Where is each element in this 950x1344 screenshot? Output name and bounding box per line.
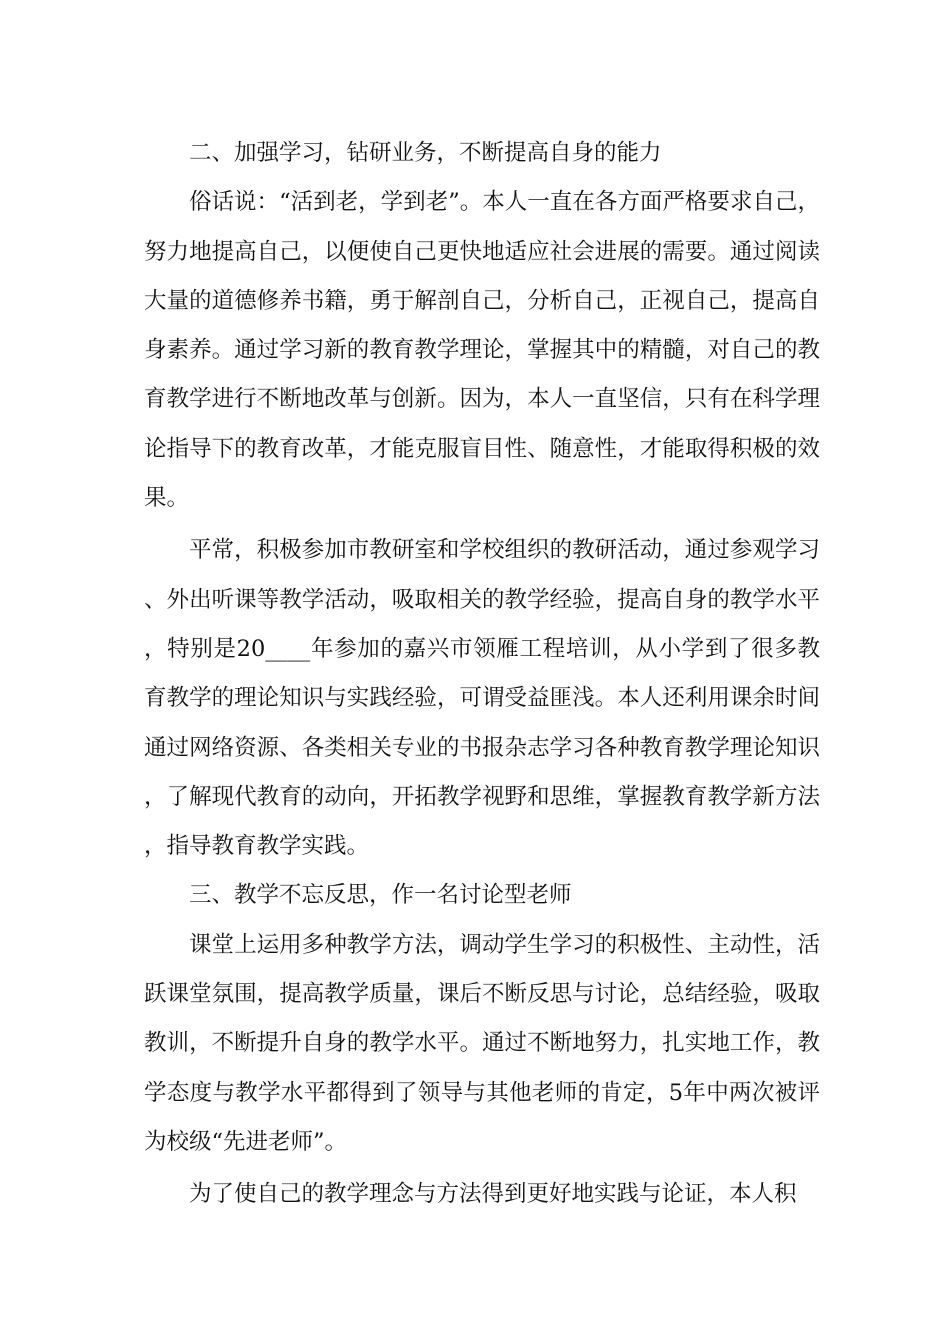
section-heading-2: 二、加强学习，钻研业务，不断提高自身的能力 (189, 140, 662, 166)
paragraph-practice: 为了使自己的教学理念与方法得到更好地实践与论证，本人积 (189, 1181, 797, 1208)
paragraph-research-activities: 平常，积极参加市教研室和学校组织的教研活动，通过参观学习、外出听课等教学活动，吸取相关的教学经验，提高自身的教学水平，特别是20____年参加的嘉兴市领雁工程培训，从小学到了很多教育教学的理论知识与实践经验，可谓受益匪浅。本人还利用课余时间通过网络资源、各类相关专业的书报杂志学习各种教育教学理论知识，了解现代教育的动向，开拓教学视野和思维，掌握教育教学新方法，指导教育教学实践。 (144, 537, 820, 860)
paragraph-study: 俗话说：“活到老，学到老”。本人一直在各方面严格要求自己，努力地提高自己，以便使自己更快地适应社会进展的需要。通过阅读大量的道德修养书籍，勇于解剖自己，分析自己，正视自己，提高自身素养。通过学习新的教育教学理论，掌握其中的精髓，对自己的教育教学进行不断地改革与创新。因为，本人一直坚信，只有在科学理论指导下的教育改革，才能克服盲目性、随意性，才能取得积极的效果。 (144, 189, 820, 512)
section-heading-3: 三、教学不忘反思，作一名讨论型老师 (189, 882, 572, 909)
document-body (144, 129, 820, 1220)
paragraph-classroom: 课堂上运用多种教学方法，调动学生学习的积极性、主动性，活跃课堂氛围，提高教学质量，课后不断反思与讨论，总结经验，吸取教训，不断提升自身的教学水平。通过不断地努力，扎实地工作，教学态度与教学水平都得到了领导与其他老师的肯定，5年中两次被评为校级“先进老师”。 (144, 931, 820, 1155)
